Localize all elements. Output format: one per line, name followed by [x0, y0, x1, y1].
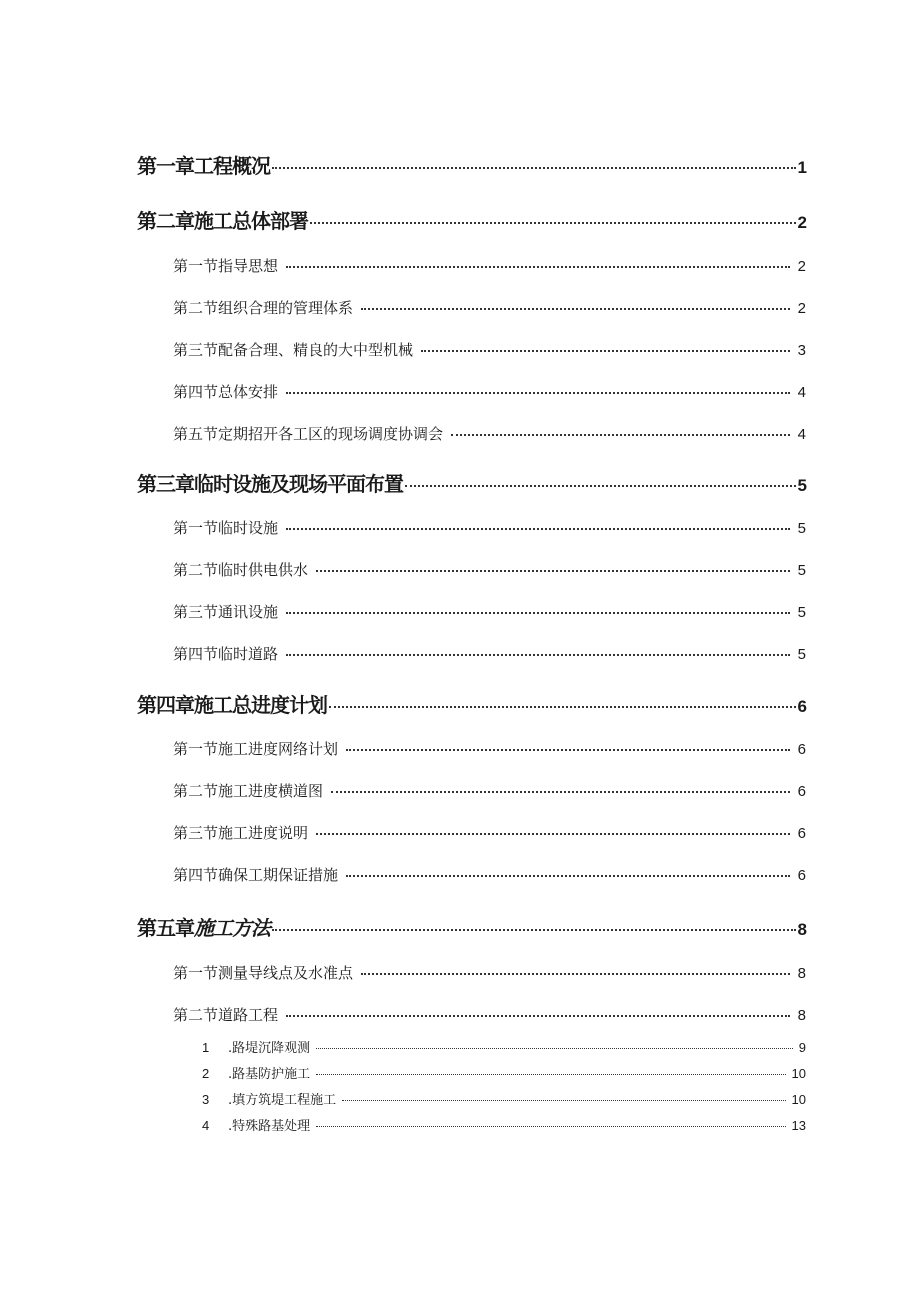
toc-item[interactable]	[202, 1115, 806, 1134]
page-number: 4	[797, 426, 806, 443]
page-number: 8	[797, 965, 806, 982]
section-title: 第三节配备合理、精良的大中型机械	[173, 341, 414, 359]
toc-section[interactable]	[173, 517, 806, 538]
toc-chapter-3[interactable]	[137, 468, 806, 497]
page-number: 5	[797, 604, 806, 621]
item-label	[202, 1037, 310, 1056]
page-number: 6	[797, 741, 806, 758]
chapter-title-italic: 施工方法	[194, 916, 270, 940]
page-number: 2	[797, 258, 806, 275]
dot-leader	[272, 928, 796, 931]
section-title: 第四节确保工期保证措施	[173, 866, 339, 884]
page-number: 10	[791, 1066, 806, 1081]
toc-section[interactable]	[173, 381, 806, 402]
dot-leader	[286, 527, 790, 530]
toc-section[interactable]	[173, 738, 806, 759]
page-number: 6	[797, 867, 806, 884]
page-number: 5	[797, 646, 806, 663]
toc-section[interactable]	[173, 601, 806, 622]
page-number: 5	[797, 520, 806, 537]
section-title: 第一节施工进度网络计划	[173, 740, 339, 758]
toc-section[interactable]	[173, 780, 806, 801]
chapter-title-prefix: 第五章	[137, 916, 194, 940]
page-number: 6	[797, 783, 806, 800]
page-number: 3	[797, 342, 806, 359]
dot-leader	[310, 221, 796, 224]
chapter-title: 第一章工程概况	[137, 154, 270, 178]
dot-leader	[286, 611, 790, 614]
dot-leader	[331, 790, 790, 793]
toc-section[interactable]	[173, 822, 806, 843]
item-title: .路堤沉降观测	[228, 1041, 311, 1056]
toc-item[interactable]	[202, 1037, 806, 1056]
section-title: 第一节指导思想	[173, 257, 279, 275]
dot-leader	[286, 265, 790, 268]
page-number: 6	[797, 697, 806, 716]
toc-item[interactable]	[202, 1063, 806, 1082]
chapter-title: 第二章施工总体部署	[137, 209, 308, 233]
dot-leader	[316, 1073, 785, 1075]
page-number: 2	[797, 213, 806, 232]
item-title: .特殊路基处理	[228, 1119, 311, 1134]
dot-leader	[316, 1047, 793, 1049]
section-title: 第一节测量导线点及水准点	[173, 964, 354, 982]
page-number: 2	[797, 300, 806, 317]
section-title: 第四节总体安排	[173, 383, 279, 401]
dot-leader	[346, 748, 790, 751]
toc-section[interactable]	[173, 559, 806, 580]
page-number: 5	[797, 562, 806, 579]
page-number: 8	[797, 1007, 806, 1024]
section-title: 第二节临时供电供水	[173, 561, 309, 579]
page-number: 10	[791, 1092, 806, 1107]
toc-section[interactable]	[173, 962, 806, 983]
item-label	[202, 1063, 310, 1082]
item-title: .路基防护施工	[228, 1067, 311, 1082]
section-title: 第三节施工进度说明	[173, 824, 309, 842]
toc-section[interactable]	[173, 423, 806, 444]
chapter-title	[137, 912, 270, 941]
item-number: 2	[202, 1066, 210, 1081]
item-title: .填方筑堤工程施工	[228, 1093, 337, 1108]
chapter-title: 第四章施工总进度计划	[137, 693, 327, 717]
dot-leader	[342, 1099, 785, 1101]
dot-leader	[316, 569, 790, 572]
dot-leader	[272, 166, 796, 169]
section-title: 第五节定期招开各工区的现场调度协调会	[173, 425, 444, 443]
dot-leader	[316, 1125, 785, 1127]
page-number: 8	[797, 920, 806, 939]
page-number: 4	[797, 384, 806, 401]
toc-section[interactable]	[173, 297, 806, 318]
item-number: 4	[202, 1118, 210, 1133]
toc-item[interactable]	[202, 1089, 806, 1108]
page-number: 9	[798, 1040, 806, 1055]
dot-leader	[361, 307, 790, 310]
page-number: 6	[797, 825, 806, 842]
toc-section[interactable]	[173, 339, 806, 360]
page-number: 1	[797, 158, 806, 177]
toc-chapter-1[interactable]	[137, 150, 806, 179]
dot-leader	[316, 832, 790, 835]
dot-leader	[286, 391, 790, 394]
item-label	[202, 1115, 310, 1134]
section-title: 第四节临时道路	[173, 645, 279, 663]
toc-section[interactable]	[173, 1004, 806, 1025]
section-title: 第二节施工进度横道图	[173, 782, 324, 800]
dot-leader	[361, 972, 790, 975]
chapter-title: 第三章临时设施及现场平面布置	[137, 472, 403, 496]
dot-leader	[346, 874, 790, 877]
toc-chapter-2[interactable]	[137, 205, 806, 234]
toc-section[interactable]	[173, 643, 806, 664]
item-number: 1	[202, 1040, 210, 1055]
toc-chapter-5[interactable]	[137, 912, 806, 941]
dot-leader	[329, 705, 796, 708]
section-title: 第一节临时设施	[173, 519, 279, 537]
dot-leader	[421, 349, 790, 352]
dot-leader	[451, 433, 790, 436]
dot-leader	[405, 484, 796, 487]
page-number: 13	[791, 1118, 806, 1133]
toc-chapter-4[interactable]	[137, 689, 806, 718]
dot-leader	[286, 1014, 790, 1017]
dot-leader	[286, 653, 790, 656]
item-label	[202, 1089, 336, 1108]
page-number: 5	[797, 476, 806, 495]
toc-section[interactable]	[173, 255, 806, 276]
item-number: 3	[202, 1092, 210, 1107]
toc-section[interactable]	[173, 864, 806, 885]
section-title: 第二节组织合理的管理体系	[173, 299, 354, 317]
section-title: 第二节道路工程	[173, 1006, 279, 1024]
section-title: 第三节通讯设施	[173, 603, 279, 621]
